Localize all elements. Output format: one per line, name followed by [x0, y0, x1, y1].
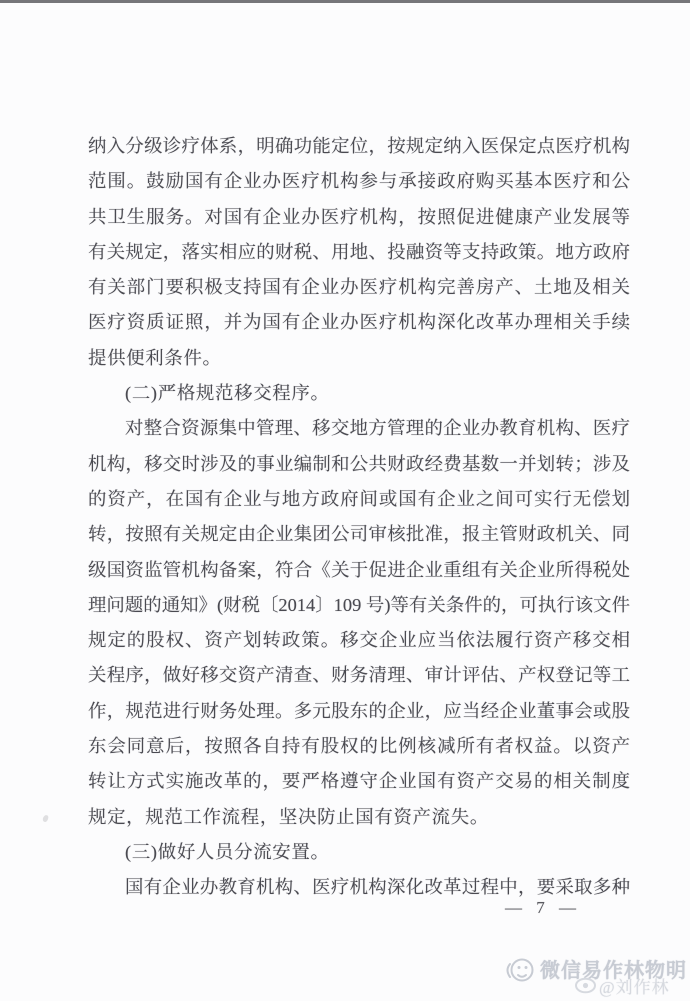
smiley-doodle-icon [503, 955, 537, 992]
document-line: 东会同意后，按照各自持有股权的比例核减所有者权益。以资产 [88, 736, 630, 757]
document-line: 的资产，在国有企业与地方政府间或国有企业之间可实行无偿划 [88, 488, 630, 509]
page-number: — 7 — [505, 898, 581, 917]
document-line: (二)严格规范移交程序。 [125, 383, 330, 404]
document-line: 转，按照有关规定由企业集团公司审核批准，报主管财政机关、同 [88, 524, 630, 545]
document-line: 有关部门要积极支持国有企业办医疗机构完善房产、土地及相关 [88, 277, 630, 298]
document-body [88, 129, 630, 906]
watermark [503, 953, 690, 1001]
document-line: 对整合资源集中管理、移交地方管理的企业办教育机构、医疗 [125, 418, 630, 439]
document-line: 关程序，做好移交资产清查、财务清理、审计评估、产权登记等工 [88, 665, 630, 686]
document-line: 机构，移交时涉及的事业编制和公共财政经费基数一并划转；涉及 [88, 453, 630, 474]
document-line: 提供便利条件。 [88, 347, 222, 368]
document-line: 级国资监管机构备案，符合《关于促进企业重组有关企业所得税处 [88, 559, 630, 580]
document-line: 理问题的通知》(财税〔2014〕109 号)等有关条件的，可执行该文件 [88, 594, 630, 615]
document-line: 纳入分级诊疗体系，明确功能定位，按规定纳入医保定点医疗机构 [88, 136, 630, 156]
document-line: 规定的股权、资产划转政策。移交企业应当依法履行资产移交相 [88, 630, 630, 651]
watermark-primary-text: 微信易作林物明 [540, 960, 687, 982]
document-line: 有关规定，落实相应的财税、用地、投融资等支持政策。地方政府 [88, 241, 630, 262]
document-line: 医疗资质证照，并为国有企业办医疗机构深化改革办理相关手续 [88, 312, 630, 333]
scan-artifact [42, 814, 49, 822]
document-line: 国有企业办教育机构、医疗机构深化改革过程中，要采取多种 [125, 877, 630, 898]
scan-edge-top [0, 0, 690, 3]
document-line: 共卫生服务。对国有企业办医疗机构，按照促进健康产业发展等 [88, 206, 630, 227]
document-line: 范围。鼓励国有企业办医疗机构参与承接政府购买基本医疗和公 [88, 171, 630, 192]
document-line: (三)做好人员分流安置。 [125, 841, 330, 862]
watermark-secondary-text: @刘作林 [599, 978, 670, 997]
document-line: 作，规范进行财务处理。多元股东的企业，应当经企业董事会或股 [88, 700, 630, 721]
document-line: 规定，规范工作流程，坚决防止国有资产流失。 [88, 806, 489, 827]
eye-icon [574, 977, 597, 999]
document-line: 转让方式实施改革的，要严格遵守企业国有资产交易的相关制度 [88, 771, 630, 792]
